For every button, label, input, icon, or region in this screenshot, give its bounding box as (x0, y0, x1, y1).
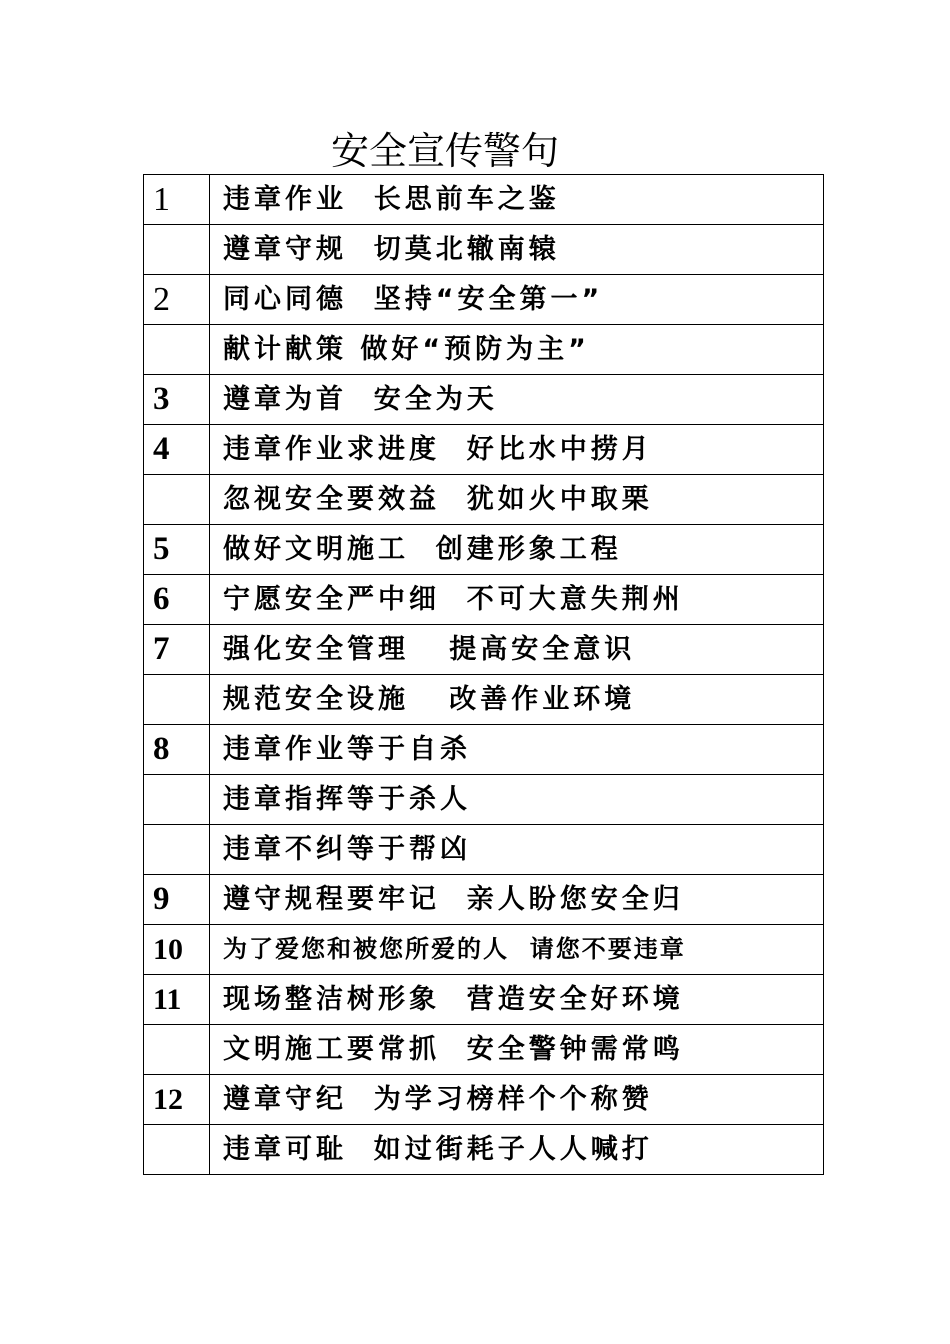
table-row (144, 1075, 824, 1125)
row-number: 12 (144, 1075, 210, 1125)
table-row (144, 875, 824, 925)
row-number: 4 (144, 425, 210, 475)
table-row (144, 225, 824, 275)
slogan-text: 同心同德 坚持“安全第一” (210, 275, 824, 325)
table-row (144, 425, 824, 475)
slogan-text: 强化安全管理 提高安全意识 (210, 625, 824, 675)
table-row (144, 575, 824, 625)
slogan-text: 遵章守纪 为学习榜样个个称赞 (210, 1075, 824, 1125)
table-row (144, 475, 824, 525)
table-row (144, 825, 824, 875)
table-row (144, 175, 824, 225)
slogan-text: 规范安全设施 改善作业环境 (210, 675, 824, 725)
table-row (144, 375, 824, 425)
slogan-text: 献计献策 做好“预防为主” (210, 325, 824, 375)
row-number: 11 (144, 975, 210, 1025)
table-row (144, 775, 824, 825)
document-title: 安全宣传警句 (330, 129, 559, 173)
row-number: 7 (144, 625, 210, 675)
slogan-table (143, 174, 824, 1175)
table-row (144, 975, 824, 1025)
table-row (144, 1125, 824, 1175)
slogan-text: 为了爱您和被您所爱的人 请您不要违章 (210, 925, 824, 975)
slogan-text: 遵章守规 切莫北辙南辕 (210, 225, 824, 275)
table-row (144, 725, 824, 775)
slogan-text: 违章作业等于自杀 (210, 725, 824, 775)
row-number (144, 1125, 210, 1175)
row-number (144, 675, 210, 725)
row-number: 10 (144, 925, 210, 975)
row-number: 6 (144, 575, 210, 625)
row-number: 2 (144, 275, 210, 325)
slogan-text: 违章作业 长思前车之鉴 (210, 175, 824, 225)
row-number: 1 (144, 175, 210, 225)
row-number (144, 325, 210, 375)
table-row (144, 675, 824, 725)
slogan-text: 遵章为首 安全为天 (210, 375, 824, 425)
row-number (144, 475, 210, 525)
slogan-text: 违章作业求进度 好比水中捞月 (210, 425, 824, 475)
table-row (144, 275, 824, 325)
row-number: 8 (144, 725, 210, 775)
slogan-text: 违章指挥等于杀人 (210, 775, 824, 825)
table-row (144, 325, 824, 375)
slogan-text: 做好文明施工 创建形象工程 (210, 525, 824, 575)
row-number: 9 (144, 875, 210, 925)
row-number (144, 825, 210, 875)
row-number (144, 1025, 210, 1075)
row-number: 3 (144, 375, 210, 425)
slogan-text: 宁愿安全严中细 不可大意失荆州 (210, 575, 824, 625)
slogan-text: 现场整洁树形象 营造安全好环境 (210, 975, 824, 1025)
row-number: 5 (144, 525, 210, 575)
table-row (144, 625, 824, 675)
slogan-text: 违章可耻 如过街耗子人人喊打 (210, 1125, 824, 1175)
table-row (144, 525, 824, 575)
slogan-text: 遵守规程要牢记 亲人盼您安全归 (210, 875, 824, 925)
slogan-text: 违章不纠等于帮凶 (210, 825, 824, 875)
slogan-text: 忽视安全要效益 犹如火中取栗 (210, 475, 824, 525)
row-number (144, 225, 210, 275)
row-number (144, 775, 210, 825)
slogan-text: 文明施工要常抓 安全警钟需常鸣 (210, 1025, 824, 1075)
table-row (144, 1025, 824, 1075)
table-row (144, 925, 824, 975)
